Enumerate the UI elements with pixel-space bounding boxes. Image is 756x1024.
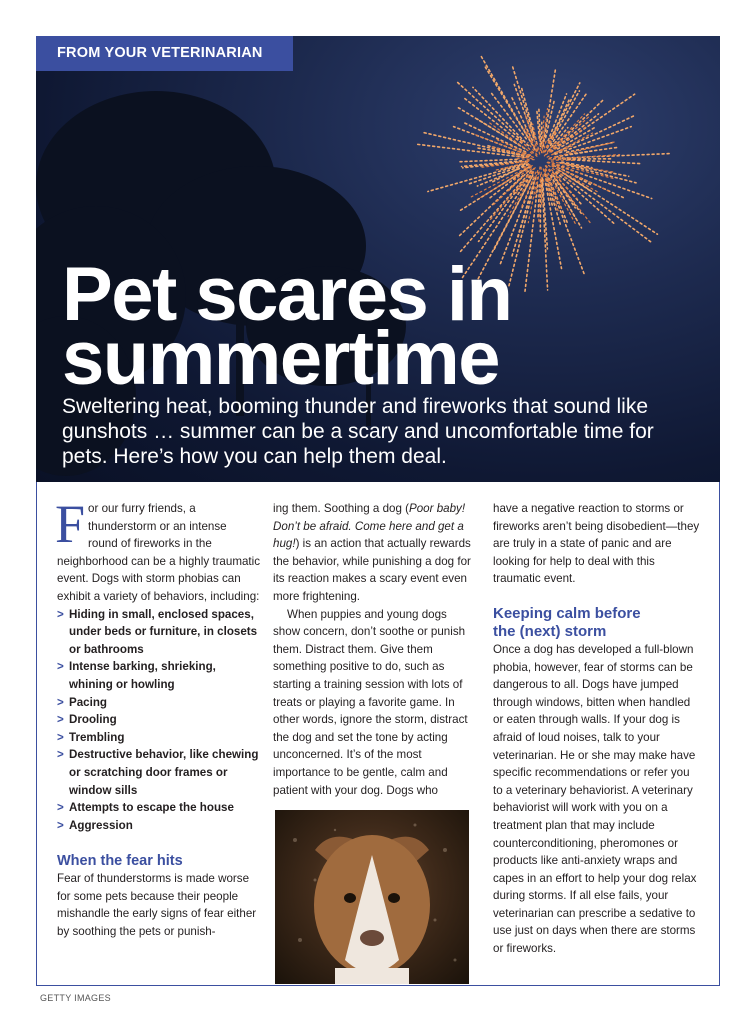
section-tag: FROM YOUR VETERINARIAN (36, 36, 293, 71)
section-heading-calm (493, 605, 701, 641)
column-3 (493, 500, 701, 958)
firework-ray (565, 174, 658, 234)
bullet-arrow-icon: > (57, 748, 64, 762)
firework-ray (489, 175, 519, 199)
list-item: > Pacing (57, 694, 261, 712)
quote-italic: Poor baby! Don’t be afraid. Come here and get a hug! (273, 502, 466, 551)
list-item: > Trembling (57, 729, 261, 747)
intro-line-2: thunderstorm or an intense (88, 519, 227, 533)
paragraph: Fear of thunderstorms is made worse for some pets because their people mishandle the early signs of fear either by soothing the pets or punish- (57, 872, 257, 939)
bullet-arrow-icon: > (57, 695, 64, 709)
behavior-list (57, 606, 261, 835)
bullet-arrow-icon: > (57, 801, 64, 815)
bullet-arrow-icon: > (57, 818, 64, 832)
firework-ray (541, 122, 542, 144)
firework-ray (525, 185, 538, 291)
list-item: > Drooling (57, 711, 261, 729)
list-item: > Intense barking, shrieking, whining or howling (57, 660, 216, 691)
dog-photo (275, 810, 469, 984)
list-item: > Aggression (57, 817, 261, 835)
firework-ray (458, 159, 517, 162)
intro-rest: neighborhood can be a highly traumatic event. Dogs with storm phobias can exhibit a variety of behaviors, including: (57, 554, 261, 603)
section-heading-fear: When the fear hits (57, 853, 183, 870)
list-item: > Hiding in small, enclosed spaces, under beds or furniture, in closets or bathrooms (57, 607, 258, 656)
frame-border-right (719, 482, 720, 985)
column-1 (55, 494, 261, 941)
paragraph: ing them. Soothing a dog (Poor baby! Don’t be afraid. Come here and get a hug!) is an action that actually rewards the behavior, while punishing a dog for its reaction makes a scary event even more frightening. (273, 502, 471, 603)
intro-paragraph (55, 494, 261, 606)
firework-ray (543, 68, 556, 146)
intro-line-3: round of fireworks in the (88, 537, 212, 551)
list-item: > Destructive behavior, like chewing or scratching door frames or window sills (57, 748, 259, 797)
drop-cap: F (55, 494, 86, 554)
bullet-arrow-icon: > (57, 607, 64, 621)
heading-line-2: the (next) storm (493, 622, 607, 640)
firework-ray (568, 160, 640, 164)
list-item: > Attempts to escape the house (57, 799, 261, 817)
paragraph: When puppies and young dogs show concern, don’t soothe or punish them. Distract them. Give them something positive to do, such as starting a training session with lots of treats or playing a favorite game. In other words, ignore the storm, distract the dog and set the tone by acting unconcerned. It’s of the most importance to be gentle, calm and patient with your dog. Dogs who (273, 607, 468, 797)
heading-line-1: Keeping calm before (493, 604, 641, 622)
paragraph: Once a dog has developed a full-blown phobia, however, fear of storms can be dangerous to all. Dogs have jumped through windows, bitten when handled or eaten through walls. If your dog is afraid of loud noises, talk to your veterinarian. He or she may make have specific recommendations or refer you to a veterinary behaviorist. A veterinary behaviorist will work with you on a treatment plan that may include counterconditioning, pheromones or products like anti-anxiety wraps and capes in an effort to help your dog relax during storms. If all else fails, your veterinarian can prescribe a sedative to use just on days when there are storms or fireworks. (493, 642, 697, 956)
column-2 (273, 500, 477, 799)
title-line-2: summertime (62, 316, 499, 401)
dog-face-illustration (275, 810, 469, 984)
hero-image (36, 36, 720, 482)
firework-ray (555, 115, 636, 153)
bullet-arrow-icon: > (57, 730, 64, 744)
photo-credit: GETTY IMAGES (40, 993, 111, 1003)
bullet-arrow-icon: > (57, 660, 64, 674)
intro-line-1: or our furry friends, a (88, 502, 196, 515)
title-line-1: Pet scares in (62, 252, 512, 337)
frame-border-left (36, 482, 37, 985)
frame-border-bottom (36, 985, 720, 986)
paragraph: have a negative reaction to storms or fireworks aren’t being disobedient—they are truly in a state of panic and are looking for help to deal with this traumatic event. (493, 502, 700, 586)
subtitle: Sweltering heat, booming thunder and fireworks that sound like gunshots … summer can be a scary and uncomfortable time for pets. Here’s how you can help them deal. (62, 395, 654, 468)
page-title (62, 252, 512, 401)
firework-ray (540, 180, 541, 231)
bullet-arrow-icon: > (57, 713, 64, 727)
